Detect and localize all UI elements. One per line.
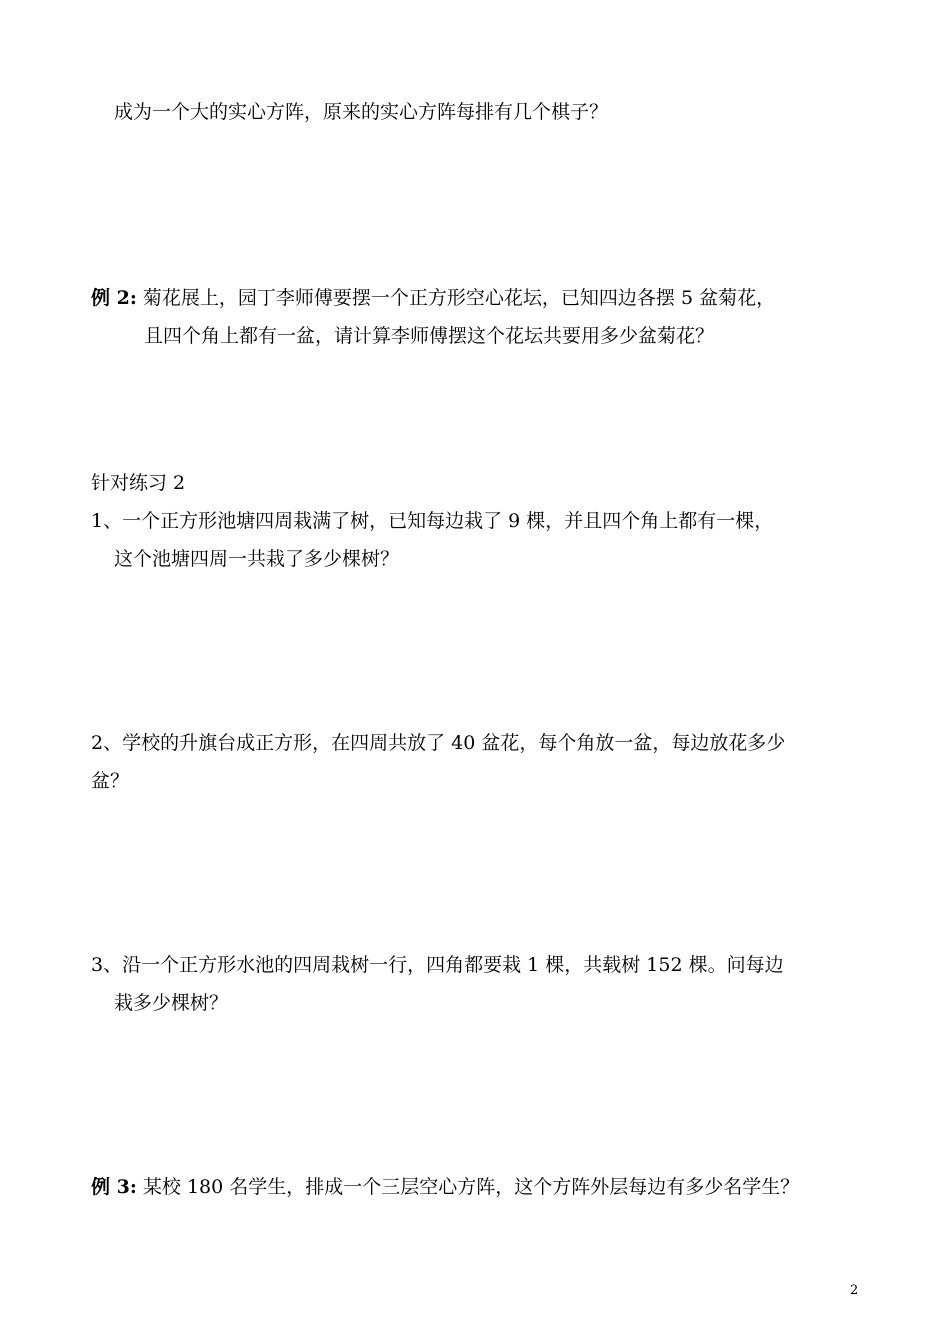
example-3-label: 例 3: [91,1176,137,1198]
practice-2-q3-line-1: 3、沿一个正方形水池的四周栽树一行，四角都要栽 1 棵，共载树 152 棵。问每边 [91,954,784,976]
page-number: 2 [850,1283,859,1298]
practice-2-q2-line-2: 盆？ [91,770,130,792]
practice-2-q2-line-1: 2、学校的升旗台成正方形，在四周共放了 40 盆花，每个角放一盆，每边放花多少 [91,732,786,754]
example-3-text: 某校 180 名学生，排成一个三层空心方阵，这个方阵外层每边有多少名学生？ [142,1176,800,1198]
example-3-line [91,1173,799,1201]
example-2-label: 例 2: [91,287,137,309]
example-2-line-1 [91,284,775,312]
example-2-text-1: 菊花展上，园丁李师傅要摆一个正方形空心花坛，已知四边各摆 5 盆菊花， [142,287,776,309]
example-2-line-2: 且四个角上都有一盆，请计算李师傅摆这个花坛共要用多少盆菊花？ [144,325,715,347]
practice-2-q3-line-2: 栽多少棵树？ [114,992,229,1014]
practice-2-q1-line-1: 1、一个正方形池塘四周栽满了树，已知每边栽了 9 棵，并且四个角上都有一棵， [91,510,774,532]
practice-2-heading: 针对练习 2 [91,472,186,494]
practice-2-q1-line-2: 这个池塘四周一共栽了多少棵树？ [114,548,400,570]
continuation-line: 成为一个大的实心方阵，原来的实心方阵每排有几个棋子？ [114,101,609,123]
